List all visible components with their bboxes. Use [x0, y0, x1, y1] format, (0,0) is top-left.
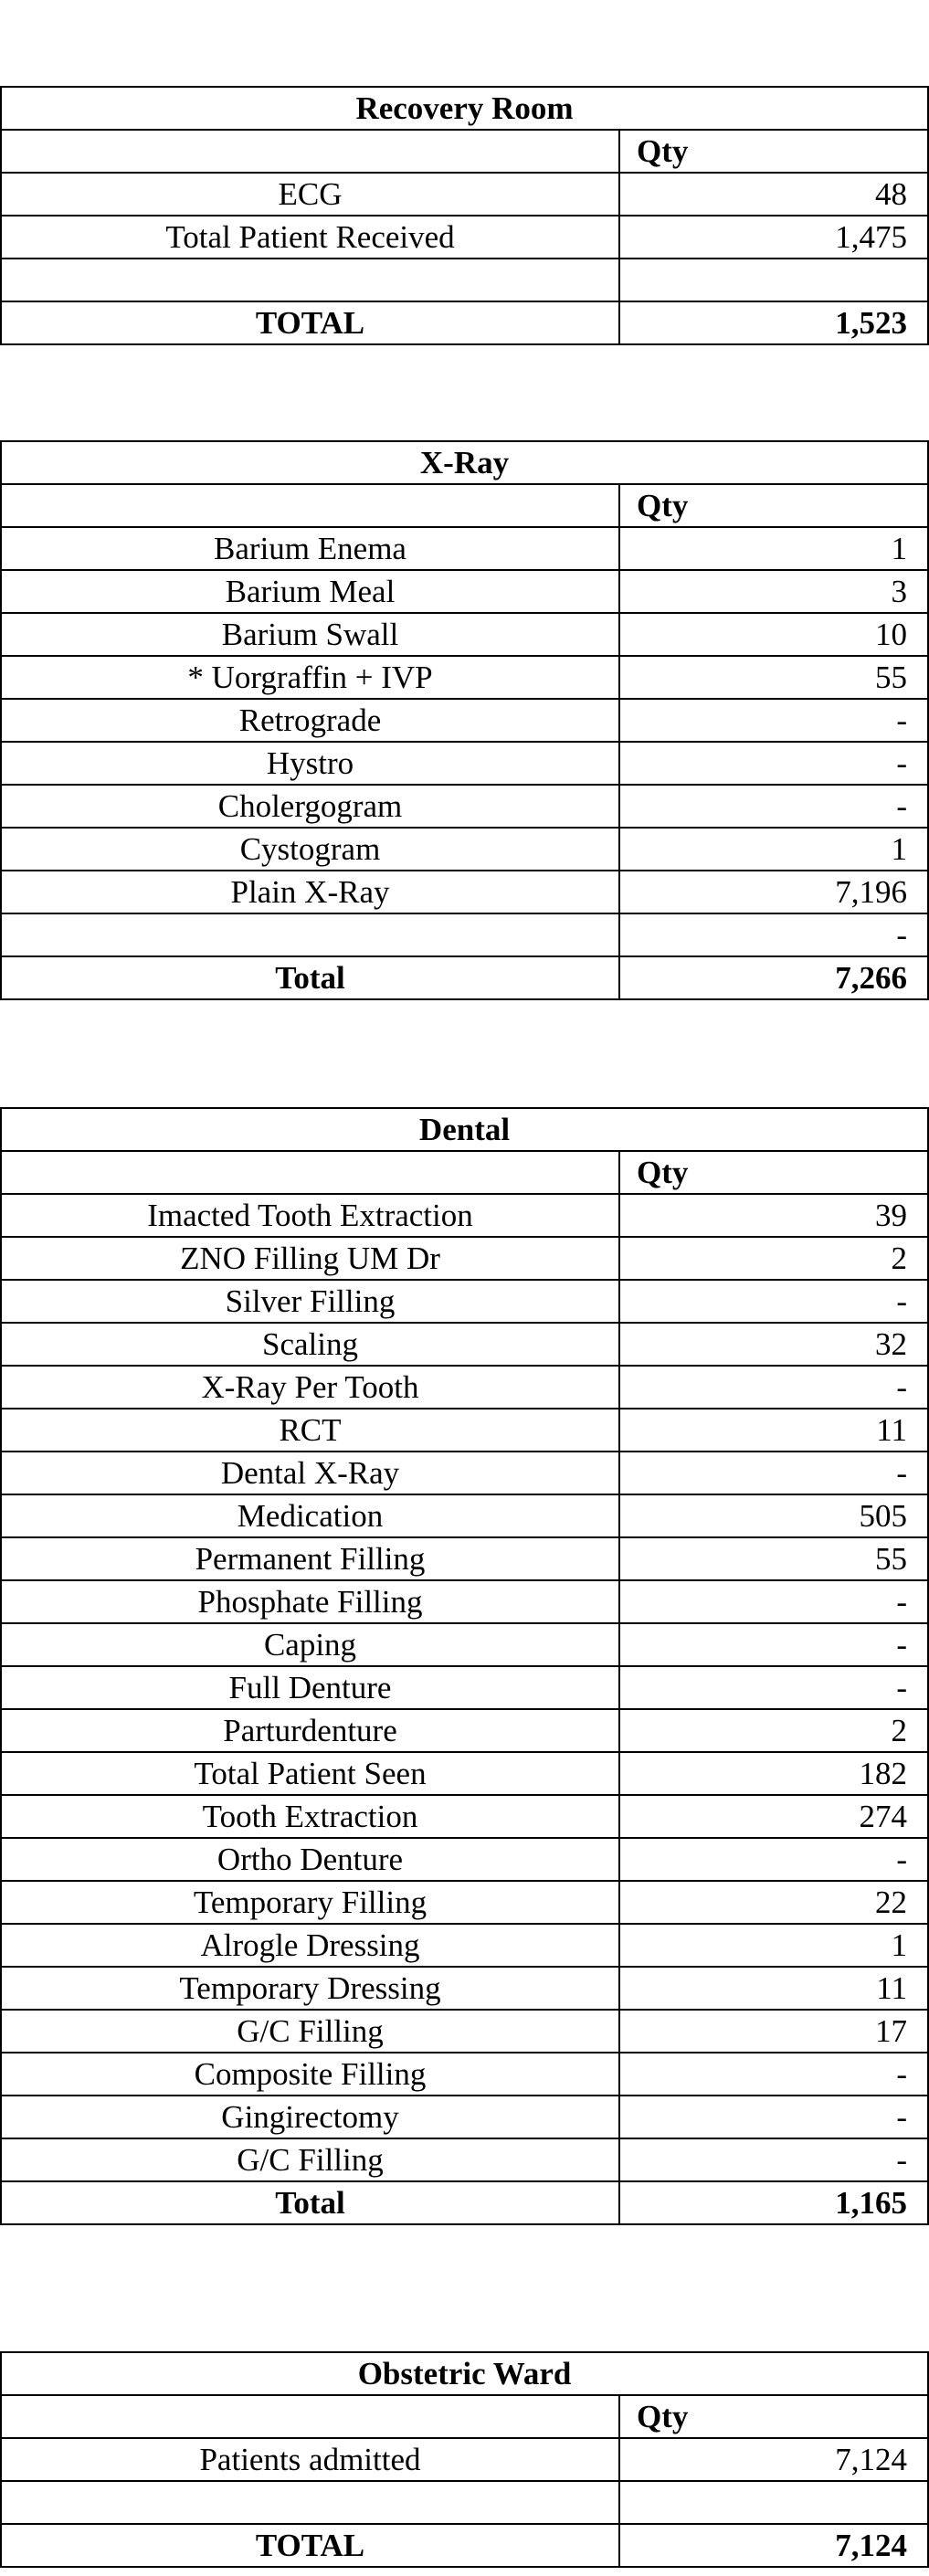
item-qty: 1,475 — [619, 216, 928, 259]
total-value: 7,266 — [619, 956, 928, 999]
table-title-row — [1, 441, 928, 484]
item-qty: - — [619, 1838, 928, 1881]
item-qty: - — [619, 913, 928, 956]
item-name: Permanent Filling — [1, 1537, 619, 1580]
table-row — [1, 259, 928, 301]
item-name: Silver Filling — [1, 1280, 619, 1323]
item-qty: 182 — [619, 1752, 928, 1795]
item-name: Gingirectomy — [1, 2096, 619, 2138]
item-qty: 3 — [619, 570, 928, 613]
item-qty: - — [619, 1580, 928, 1623]
item-name: Barium Meal — [1, 570, 619, 613]
item-name — [1, 913, 619, 956]
item-qty: 32 — [619, 1323, 928, 1366]
table-row — [1, 1623, 928, 1666]
total-value: 1,165 — [619, 2181, 928, 2224]
table-title: Recovery Room — [1, 87, 928, 130]
item-name — [1, 2481, 619, 2524]
qty-header: Qty — [619, 484, 928, 527]
item-qty: - — [619, 1280, 928, 1323]
item-name: Temporary Dressing — [1, 1967, 619, 2010]
header-row — [1, 1151, 928, 1194]
item-header-cell — [1, 1151, 619, 1194]
obstetric-ward-table — [0, 2351, 929, 2568]
item-qty: 10 — [619, 613, 928, 656]
table-row — [1, 1580, 928, 1623]
table-row — [1, 1752, 928, 1795]
table-row — [1, 570, 928, 613]
table-row — [1, 2010, 928, 2053]
recovery-room-table — [0, 86, 929, 345]
item-name: Total Patient Seen — [1, 1752, 619, 1795]
item-header-cell — [1, 130, 619, 173]
qty-header: Qty — [619, 1151, 928, 1194]
item-name: X-Ray Per Tooth — [1, 1366, 619, 1409]
item-qty: 1 — [619, 527, 928, 570]
item-name: Barium Swall — [1, 613, 619, 656]
item-name: Plain X-Ray — [1, 871, 619, 913]
item-qty: 274 — [619, 1795, 928, 1838]
total-row — [1, 301, 928, 344]
item-qty: 11 — [619, 1409, 928, 1452]
total-label: TOTAL — [1, 301, 619, 344]
item-name: G/C Filling — [1, 2138, 619, 2181]
table-row — [1, 1323, 928, 1366]
item-name: Barium Enema — [1, 527, 619, 570]
item-qty: 2 — [619, 1709, 928, 1752]
item-name: Dental X-Ray — [1, 1452, 619, 1494]
item-qty: - — [619, 699, 928, 742]
item-name: Cholergogram — [1, 785, 619, 828]
item-header-cell — [1, 2395, 619, 2438]
item-qty: 55 — [619, 656, 928, 699]
item-qty: - — [619, 1366, 928, 1409]
item-qty: 2 — [619, 1237, 928, 1280]
table-row — [1, 216, 928, 259]
item-name: ZNO Filling UM Dr — [1, 1237, 619, 1280]
item-name: Scaling — [1, 1323, 619, 1366]
table-row — [1, 613, 928, 656]
item-qty: - — [619, 1666, 928, 1709]
item-name: Full Denture — [1, 1666, 619, 1709]
table-row — [1, 1967, 928, 2010]
table-row — [1, 656, 928, 699]
table-row — [1, 1881, 928, 1924]
total-value: 7,124 — [619, 2524, 928, 2567]
table-row — [1, 2096, 928, 2138]
table-row — [1, 1709, 928, 1752]
table-title: Obstetric Ward — [1, 2352, 928, 2395]
table-row — [1, 1452, 928, 1494]
table-row — [1, 2481, 928, 2524]
item-qty: 505 — [619, 1494, 928, 1537]
table-row — [1, 1366, 928, 1409]
item-name: Alrogle Dressing — [1, 1924, 619, 1967]
table-row — [1, 2138, 928, 2181]
item-qty: 11 — [619, 1967, 928, 2010]
header-row — [1, 130, 928, 173]
item-name: Caping — [1, 1623, 619, 1666]
table-row — [1, 1280, 928, 1323]
table-row — [1, 1838, 928, 1881]
table-row — [1, 2438, 928, 2481]
item-name: Ortho Denture — [1, 1838, 619, 1881]
item-qty: - — [619, 742, 928, 785]
table-row — [1, 742, 928, 785]
header-row — [1, 2395, 928, 2438]
table-row — [1, 1237, 928, 1280]
item-header-cell — [1, 484, 619, 527]
total-value: 1,523 — [619, 301, 928, 344]
item-name: ECG — [1, 173, 619, 216]
item-qty — [619, 2481, 928, 2524]
item-qty: 7,124 — [619, 2438, 928, 2481]
item-name: Imacted Tooth Extraction — [1, 1194, 619, 1237]
item-qty: 55 — [619, 1537, 928, 1580]
table-row — [1, 1924, 928, 1967]
header-row — [1, 484, 928, 527]
item-qty: 48 — [619, 173, 928, 216]
item-name: G/C Filling — [1, 2010, 619, 2053]
table-row — [1, 913, 928, 956]
item-qty: - — [619, 2138, 928, 2181]
total-row — [1, 956, 928, 999]
item-qty: - — [619, 785, 928, 828]
item-name: Cystogram — [1, 828, 619, 871]
table-title: X-Ray — [1, 441, 928, 484]
table-row — [1, 699, 928, 742]
item-name: * Uorgraffin + IVP — [1, 656, 619, 699]
total-label: Total — [1, 2181, 619, 2224]
item-name: Patients admitted — [1, 2438, 619, 2481]
item-name: Parturdenture — [1, 1709, 619, 1752]
item-name — [1, 259, 619, 301]
item-qty: - — [619, 2053, 928, 2096]
table-row — [1, 1795, 928, 1838]
total-label: TOTAL — [1, 2524, 619, 2567]
table-row — [1, 173, 928, 216]
table-row — [1, 2053, 928, 2096]
qty-header: Qty — [619, 2395, 928, 2438]
item-qty: - — [619, 1623, 928, 1666]
table-title-row — [1, 1108, 928, 1151]
total-row — [1, 2524, 928, 2567]
item-qty: 39 — [619, 1194, 928, 1237]
item-name: Phosphate Filling — [1, 1580, 619, 1623]
table-row — [1, 527, 928, 570]
item-qty: - — [619, 2096, 928, 2138]
table-row — [1, 871, 928, 913]
table-row — [1, 828, 928, 871]
table-title: Dental — [1, 1108, 928, 1151]
qty-header: Qty — [619, 130, 928, 173]
table-row — [1, 1537, 928, 1580]
table-title-row — [1, 87, 928, 130]
table-row — [1, 1666, 928, 1709]
total-label: Total — [1, 956, 619, 999]
item-name: RCT — [1, 1409, 619, 1452]
item-qty: 1 — [619, 828, 928, 871]
table-row — [1, 1494, 928, 1537]
item-name: Retrograde — [1, 699, 619, 742]
item-qty: 22 — [619, 1881, 928, 1924]
item-qty: 7,196 — [619, 871, 928, 913]
item-name: Hystro — [1, 742, 619, 785]
item-name: Temporary Filling — [1, 1881, 619, 1924]
dental-table — [0, 1107, 929, 2225]
item-name: Tooth Extraction — [1, 1795, 619, 1838]
table-row — [1, 785, 928, 828]
item-qty: 17 — [619, 2010, 928, 2053]
table-title-row — [1, 2352, 928, 2395]
item-qty — [619, 259, 928, 301]
table-row — [1, 1409, 928, 1452]
item-name: Total Patient Received — [1, 216, 619, 259]
item-qty: 1 — [619, 1924, 928, 1967]
item-qty: - — [619, 1452, 928, 1494]
item-name: Medication — [1, 1494, 619, 1537]
x-ray-table — [0, 440, 929, 1000]
table-row — [1, 1194, 928, 1237]
item-name: Composite Filling — [1, 2053, 619, 2096]
total-row — [1, 2181, 928, 2224]
